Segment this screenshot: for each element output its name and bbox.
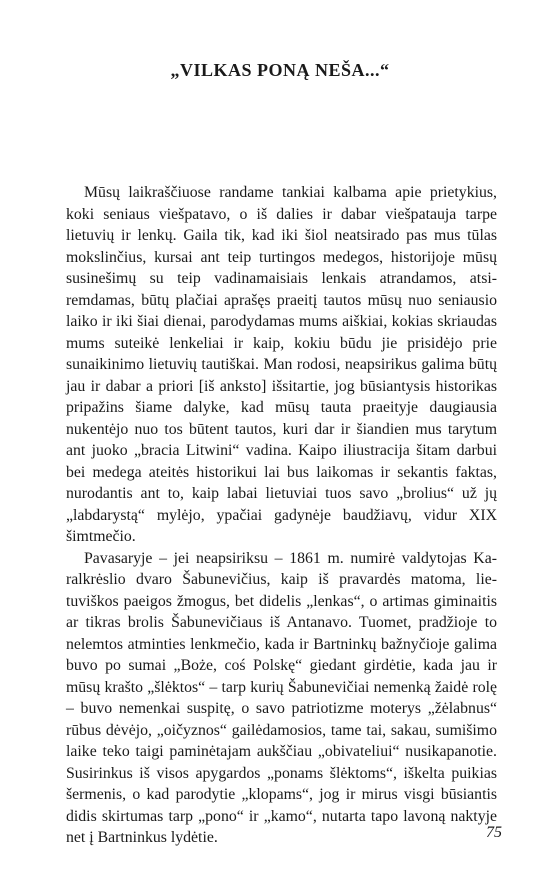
page-number: 75 — [486, 824, 502, 841]
body-text — [66, 182, 497, 849]
paragraph-2: Pavasaryje – jei neapsiriksu – 1861 m. numirė valdytojas Karalkrėslio dvaro Šabunevičius, kaip iš pravardės matoma, lietuviškos paeigos žmogus, bet didelis „lenkas“, o artimas giminaitis ar tikras brolis Šabunevičiaus iš Antanavo. Tuomet, pradžioje to nelemtos atminties lenkmečio, kada ir Bartninkų bažnyčioje galima buvo po sumai „Boże, coś Polskę“ giedant girdėtie, kada jau ir mūsų krašto „šlėktos“ – tarp kurių Šabunevičiai nemenką žaidė rolę – buvo nemenkai suspitę, o savo patriotizme moterys „žėlabnus“ rūbus dėvėjo, „oičyznos“ gailėdamosios, tame tai, sakau, sumišimo laike teko taigi paminėtajam aukščiau „obivateliui“ nusikapanotie. Susirinkus iš visos apygardos „ponams šlėktoms“, iškelta puikias šermenis, o kad parodytie „klopams“, jog ir mirus visgi būsiantis didis skirtumas tarp „pono“ ir „kamo“, nutarta tapo lavoną naktyje net į Bartninkus lydėtie. — [66, 549, 497, 846]
paragraph-1: Mūsų laikraščiuose randame tankiai kalbama apie prietykius, koki seniaus viešpatavo, o iš dalies ir dabar viešpatauja tarpe lietuvių ir lenkų. Gaila tik, kad iki šiol neatsirado pas mus tūlas mokslinčius, kursai ant teip turtingos medegos, historijoje mūsų susinešimų su teip vadinamaisiais lenkais atrandamos, atsiremdamas, būtų plačiai aprašęs praeitį tautos mūsų nuo seniausio laiko ir iki šiai dienai, parodydamas mums aiškiai, kokias skriaudas mums suteikė lenkeliai ir kaip, kokiu būdu jie prisidėjo prie sunaikinimo lietuvių tautiškai. Man rodosi, neapsirikus galima būtų jau ir dabar a priori [iš anksto] išsitartie, jog būsiantysis historikas pripažins šiame dalyke, kad mūsų tauta praeityje daugiausia nukentėjo nuo tos būtent tautos, kuri dar ir šiandien mus tarytum ant juoko „bracia Litwini“ vadina. Kaipo iliustracija šitam darbui bei medega ateitės historikui lai bus laikomas ir sekantis faktas, nurodantis ant to, kaip labai lietuviai tuos savo „brolius“ už jų „labdarystą“ mylėjo, ypačiai gadynėje baudžiavų, vidur XIX šimtmečio. — [66, 184, 497, 545]
chapter-title: „VILKAS PONĄ NEŠA...“ — [170, 60, 390, 80]
